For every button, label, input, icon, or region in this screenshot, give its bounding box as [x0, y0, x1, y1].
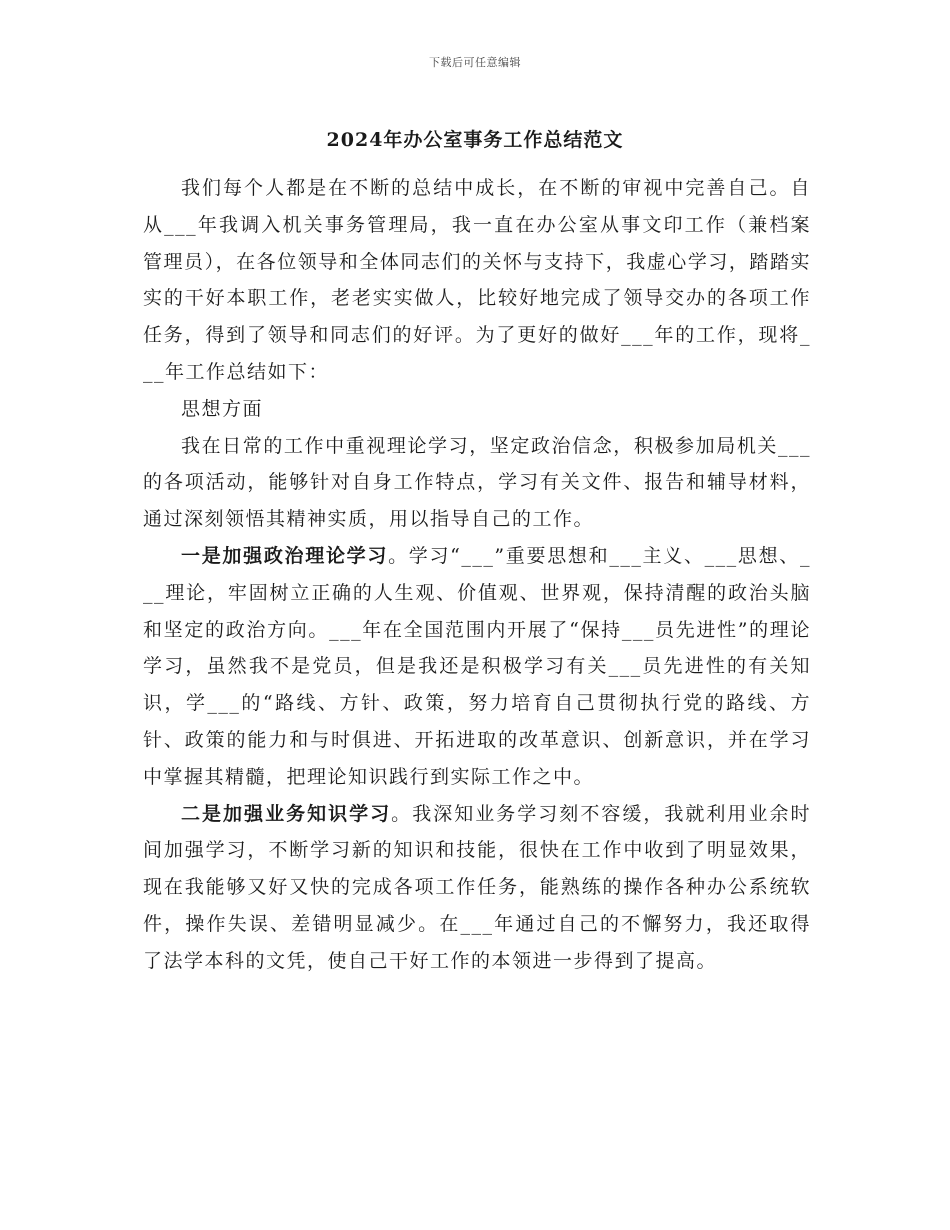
point-1-body: 。学习“___”重要思想和___主义、___思想、___理论，牢固树立正确的人生观、价值观、世界观，保持清醒的政治头脑和坚定的政治方向。___年在全国范围内开展了“保持___员先进性”的理论学习，虽然我不是党员，但是我还是积极学习有关___员先进性的有关知识，学___的“路线、方针、政策，努力培育自己贯彻执行党的路线、方针、政策的能力和与时俱进、开拓进取的改革意识、创新意识，并在学习中掌握其精髓，把理论知识践行到实际工作之中。	[143, 544, 811, 788]
point-1-lead: 一是加强政治理论学习	[181, 544, 389, 567]
point-1-paragraph	[143, 538, 811, 796]
section-heading-thought: 思想方面	[181, 397, 264, 420]
point-2-paragraph	[143, 796, 811, 980]
header-note: 下载后可任意编辑	[429, 56, 521, 69]
section-body-paragraph: 我在日常的工作中重视理论学习，坚定政治信念，积极参加局机关___的各项活动，能够针对自身工作特点，学习有关文件、报告和辅导材料，通过深刻领悟其精神实质，用以指导自己的工作。	[143, 434, 811, 531]
point-2-lead: 二是加强业务知识学习	[181, 802, 392, 825]
intro-paragraph: 我们每个人都是在不断的总结中成长，在不断的审视中完善自己。自从___年我调入机关事务管理局，我一直在办公室从事文印工作（兼档案管理员），在各位领导和全体同志们的关怀与支持下，我虚心学习，踏踏实实的干好本职工作，老老实实做人，比较好地完成了领导交办的各项工作任务，得到了领导和同志们的好评。为了更好的做好___年的工作，现将___年工作总结如下：	[143, 177, 811, 383]
document-body	[143, 170, 811, 980]
point-2-body: 。我深知业务学习刻不容缓，我就利用业余时间加强学习，不断学习新的知识和技能，很快在工作中收到了明显效果，现在我能够又好又快的完成各项工作任务，能熟练的操作各种办公系统软件，操作失误、差错明显减少。在___年通过自己的不懈努力，我还取得了法学本科的文凭，使自己干好工作的本领进一步得到了提高。	[143, 802, 811, 972]
document-title: 2024年办公室事务工作总结范文	[326, 129, 624, 151]
